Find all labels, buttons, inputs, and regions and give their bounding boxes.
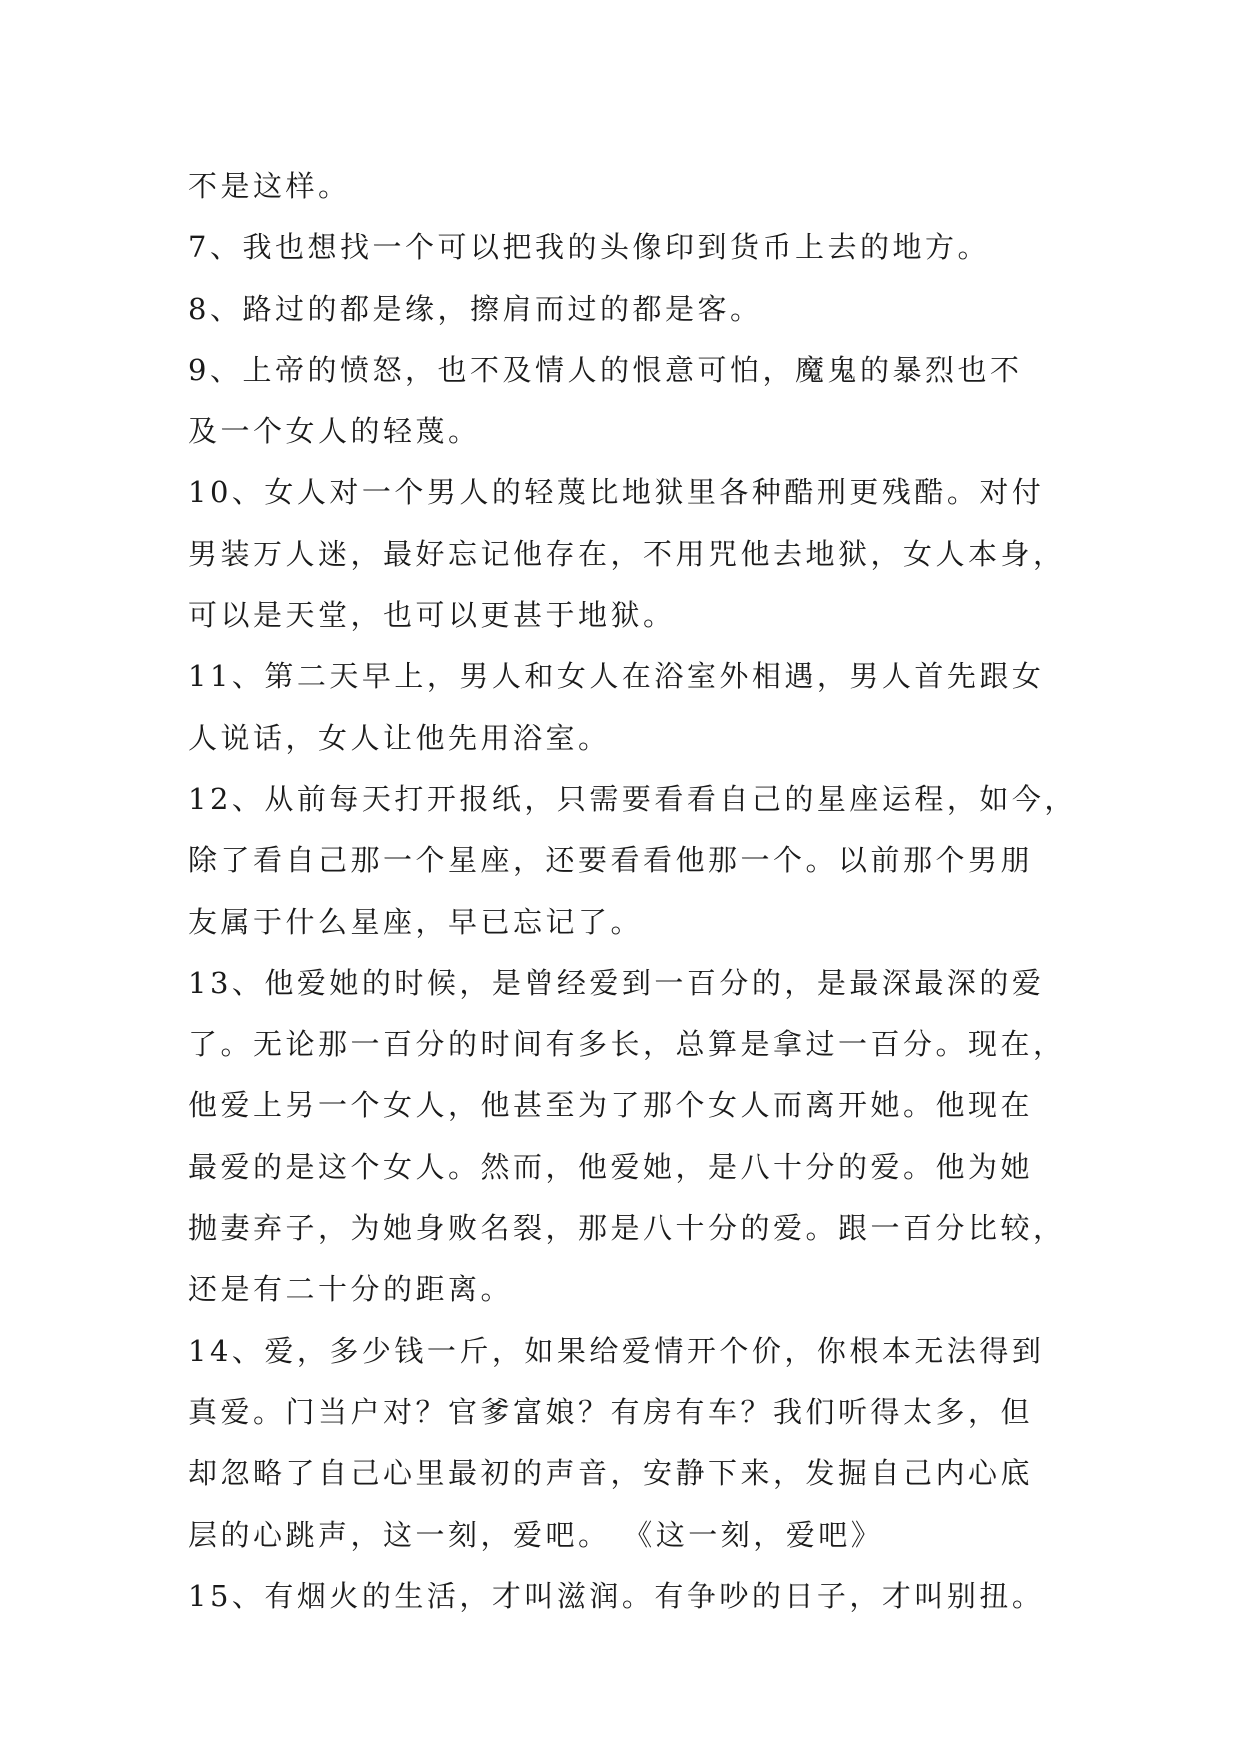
text-line: 不是这样。: [188, 169, 351, 203]
text-line: 友属于什么星座，早已忘记了。: [188, 904, 644, 939]
document-body: [188, 156, 1078, 1627]
text-line: 除了看自己那一个星座，还要看看他那一个。以前那个男朋: [188, 843, 1034, 878]
text-line: 最爱的是这个女人。然而，他爱她，是八十分的爱。他为她: [188, 1149, 1034, 1184]
text-line: 8、路过的都是缘，擦肩而过的都是客。: [188, 291, 763, 326]
text-line: 可以是天堂，也可以更甚于地狱。: [188, 598, 676, 633]
text-line: 层的心跳声，这一刻，爱吧。 《这一刻，爱吧》: [188, 1517, 884, 1552]
text-line: 13、他爱她的时候，是曾经爱到一百分的，是最深最深的爱: [188, 965, 1045, 1000]
text-line: 7、我也想找一个可以把我的头像印到货币上去的地方。: [188, 230, 990, 265]
text-line: 12、从前每天打开报纸，只需要看看自己的星座运程，如今，: [188, 781, 1077, 816]
text-line: 10、女人对一个男人的轻蔑比地狱里各种酷刑更残酷。对付: [188, 475, 1045, 510]
text-line: 14、爱，多少钱一斤，如果给爱情开个价，你根本无法得到: [188, 1333, 1045, 1368]
text-line: 他爱上另一个女人，他甚至为了那个女人而离开她。他现在: [188, 1088, 1034, 1123]
text-line: 还是有二十分的距离。: [188, 1272, 514, 1307]
text-line: 真爱。门当户对？官爹富娘？有房有车？我们听得太多，但: [188, 1394, 1034, 1429]
text-line: 9、上帝的愤怒，也不及情人的恨意可怕，魔鬼的暴烈也不: [188, 352, 1023, 387]
text-line: 男装万人迷，最好忘记他存在，不用咒他去地狱，女人本身，: [188, 536, 1066, 571]
text-line: 却忽略了自己心里最初的声音，安静下来，发掘自己内心底: [188, 1456, 1034, 1491]
text-line: 15、有烟火的生活，才叫滋润。有争吵的日子，才叫别扭。: [188, 1578, 1045, 1613]
text-line: 11、第二天早上，男人和女人在浴室外相遇，男人首先跟女: [188, 659, 1045, 694]
text-line: 人说话，女人让他先用浴室。: [188, 720, 611, 755]
text-line: 抛妻弃子，为她身败名裂，那是八十分的爱。跟一百分比较，: [188, 1211, 1066, 1246]
text-line: 及一个女人的轻蔑。: [188, 414, 481, 449]
text-line: 了。无论那一百分的时间有多长，总算是拿过一百分。现在，: [188, 1027, 1066, 1062]
